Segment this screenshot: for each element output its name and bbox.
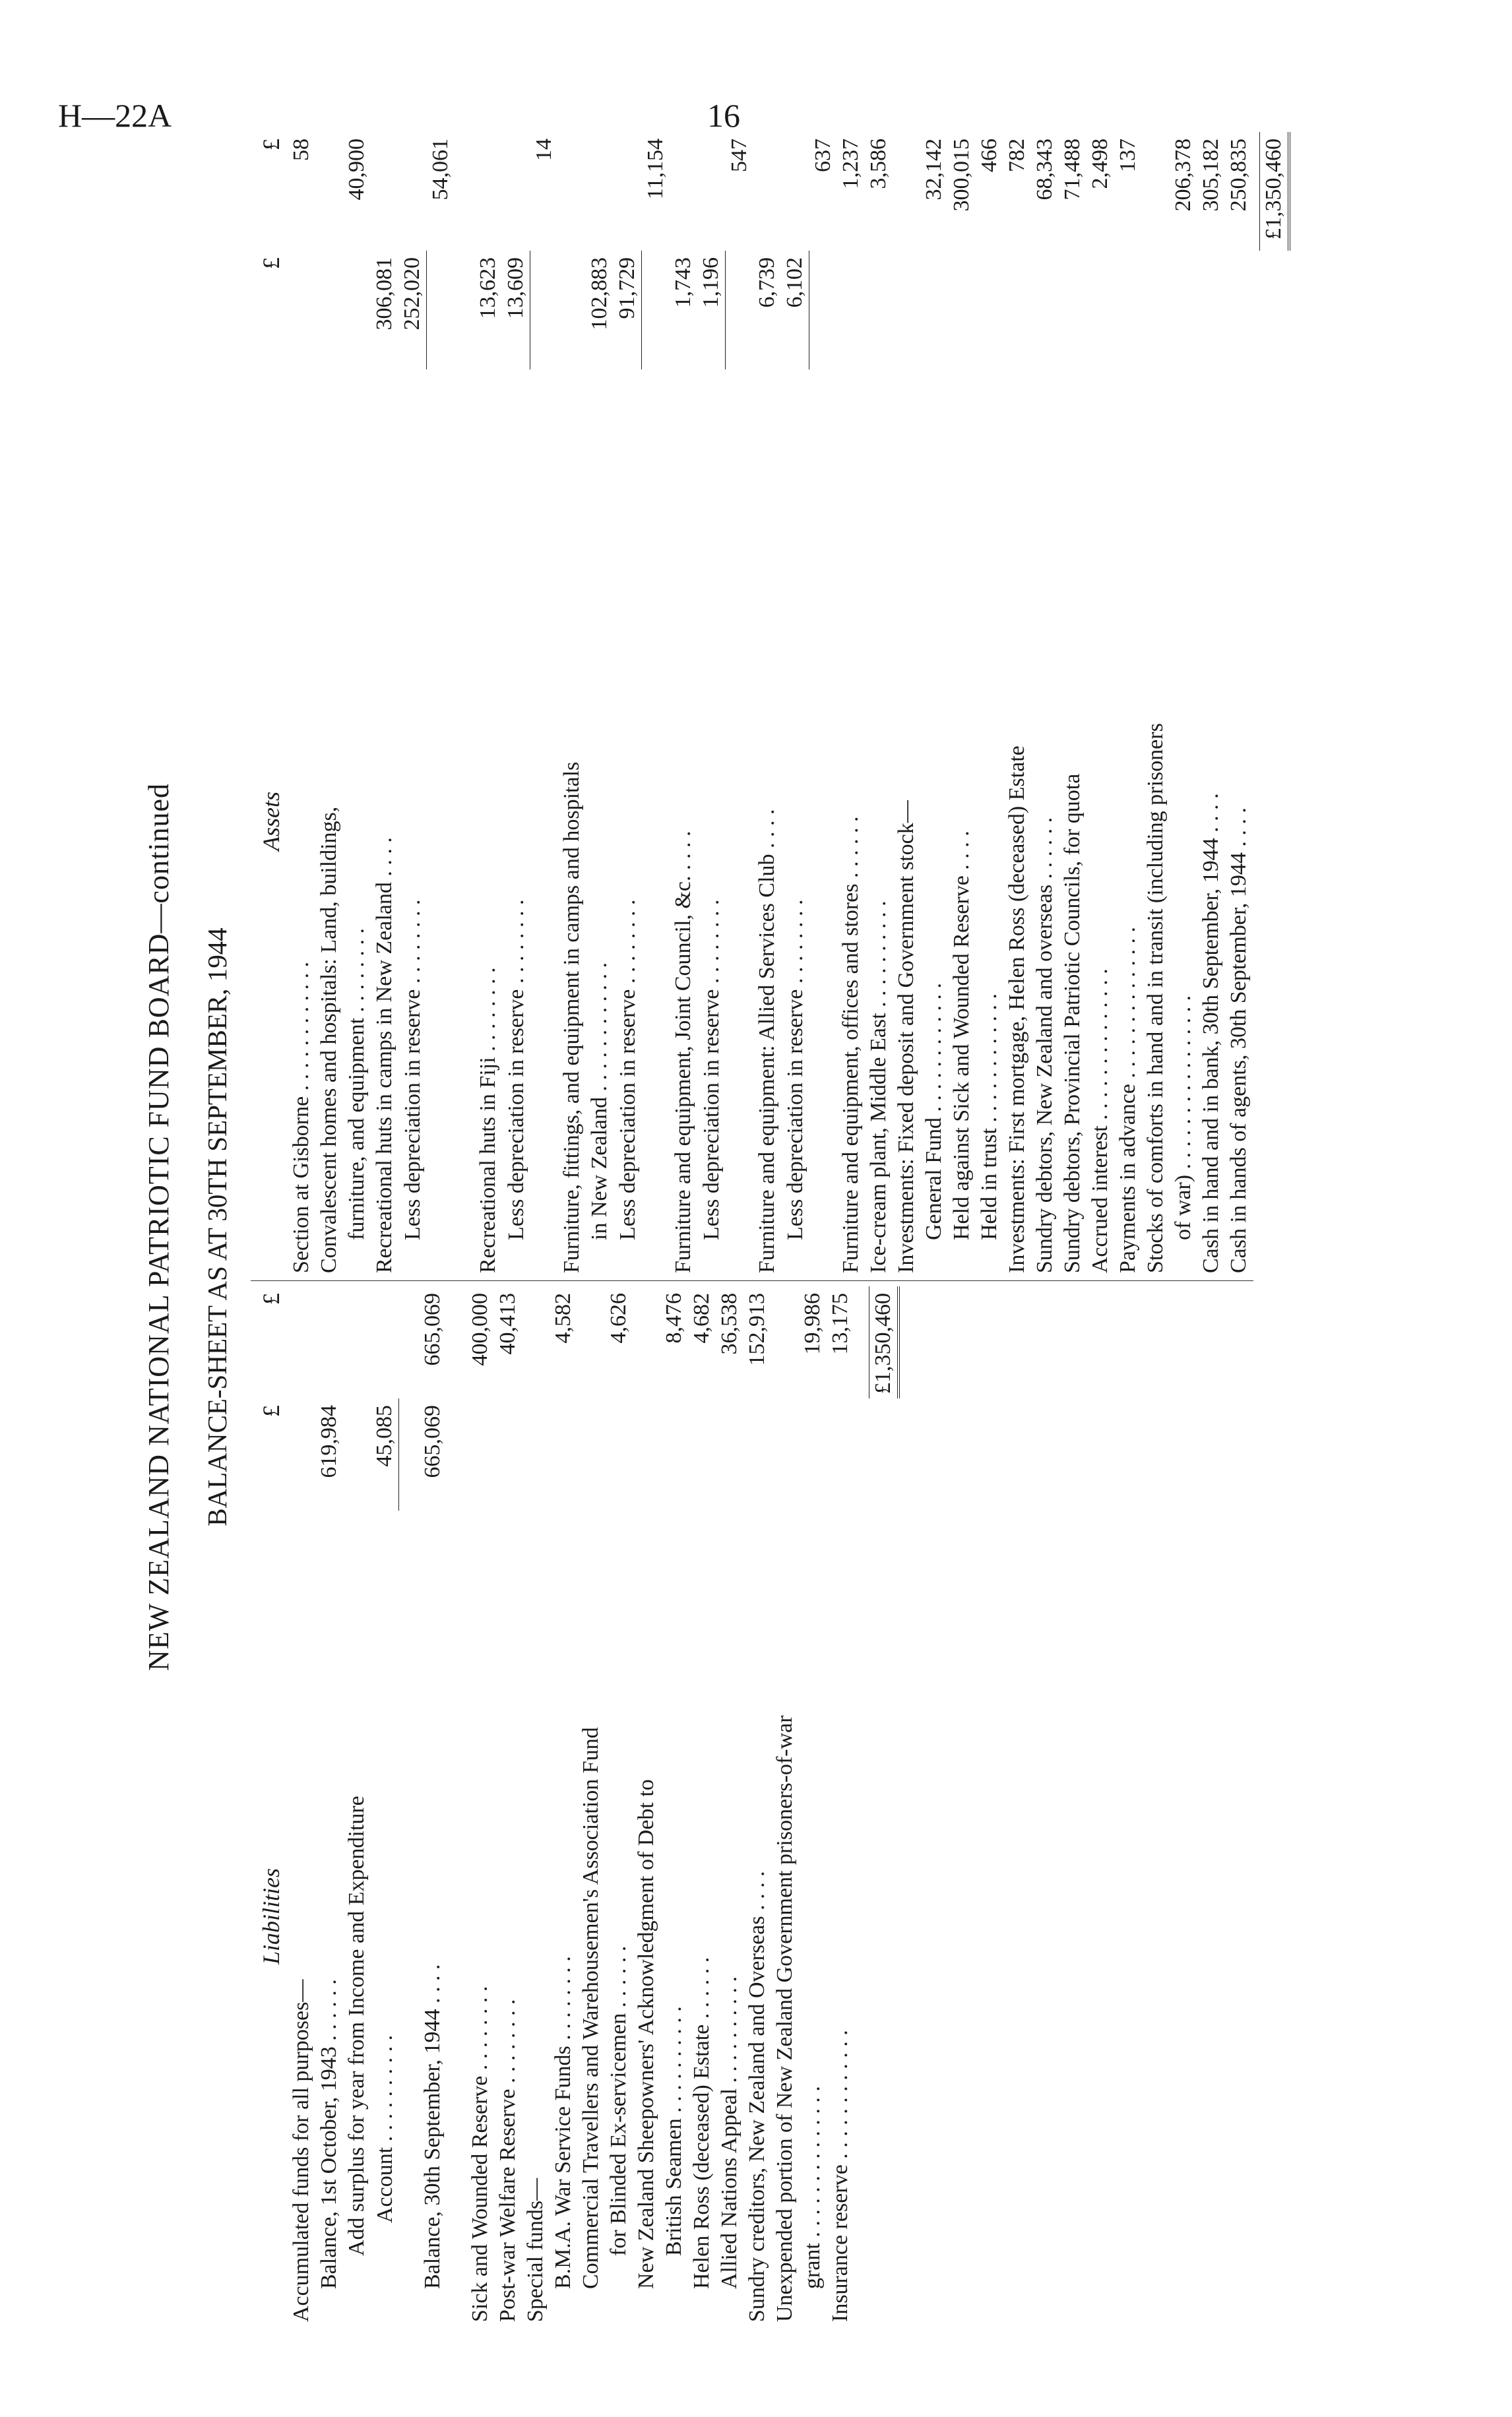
row-label: Allied Nations Appeal . . . . . . . . . . [717,1976,741,2289]
row-amount-outer: 13,175 [828,1293,852,1355]
row-amount-outer: 40,413 [495,1293,520,1355]
row-label: Add surplus for year from Income and Expenditure [344,1796,369,2256]
asset-row [586,132,614,1273]
row-label: Unexpended portion of New Zealand Government prisoners-of-war [772,1715,797,2322]
assets-rows [288,132,1253,1273]
row-amount-outer: 3,586 [866,139,891,189]
row-label: Payments in advance . . . . . . . . . . . . . . [1116,926,1140,1273]
asset-row [427,132,455,1273]
asset-row [474,132,502,1273]
liability-row [771,1286,799,2322]
liability-row [494,1286,522,2322]
row-amount-outer: 152,913 [745,1293,769,1366]
row-label: General Fund . . . . . . . . . . . . [922,982,946,1240]
row-label: Investments: Fixed deposit and Government stock— [894,800,918,1273]
pound-heading: £ [258,257,284,269]
assets-heading: Assets [258,792,284,851]
pound-heading: £ [258,1405,284,1417]
asset-row [502,132,530,1273]
row-amount-outer: 206,378 [1171,139,1195,212]
row-label: Furniture and equipment, Joint Council, &c. . . . . [671,831,695,1273]
liability-row [419,1286,447,2322]
asset-row [809,132,837,1273]
row-label: Less depreciation in reserve . . . . . . . . [615,899,640,1240]
asset-row [697,132,726,1273]
row-label: Cash in hand and in bank, 30th September, 1944 . . . . [1199,793,1223,1273]
row-amount-outer: 71,488 [1060,139,1085,201]
liability-row [577,1286,605,2322]
liabilities-total: £1,350,460 [869,1286,900,1398]
liabilities-rows [288,1286,854,2322]
row-label: Less depreciation in reserve . . . . . . . . [783,899,807,1240]
row-label: Investments: First mortgage, Helen Ross (deceased) Estate [1005,745,1029,1273]
asset-row [1087,132,1114,1273]
row-label: of war) . . . . . . . . . . . . . . . . [1171,995,1195,1240]
row-spacer [399,1286,419,2322]
asset-row [398,132,427,1273]
row-amount-inner: 619,984 [317,1405,341,1478]
row-label: Recreational huts in camps in New Zealand . . . . [372,837,396,1273]
liabilities-heading: Liabilities [258,1868,284,1965]
row-label: New Zealand Sheepowners' Acknowledgment of Debt to [634,1779,658,2289]
row-amount-outer: 4,582 [551,1293,575,1344]
asset-row [753,132,781,1273]
row-amount-outer: 54,061 [428,139,453,201]
row-amount-outer: 8,476 [662,1293,686,1344]
asset-row [1114,132,1142,1273]
asset-row [642,132,670,1273]
liability-row [550,1286,577,2322]
row-amount-outer: 547 [727,139,751,172]
row-amount-outer: 637 [811,139,835,172]
row-amount-outer: 300,015 [949,139,974,212]
balance-sheet-heading: BALANCE-SHEET AS AT 30TH SEPTEMBER, 1944 [202,927,232,1526]
asset-row [781,132,809,1273]
liability-row [371,1286,399,2322]
asset-row [614,132,642,1273]
liabilities-column-header [257,1286,288,2322]
row-amount-outer: 19,986 [800,1293,825,1355]
liability-row [466,1286,494,2322]
asset-row [1225,132,1253,1273]
row-label: Convalescent homes and hospitals: Land, buildings, [317,806,341,1273]
document-title: NEW ZEALAND NATIONAL PATRIOTIC FUND BOARD—continued [142,782,175,1672]
liability-row [522,1286,550,2322]
row-amount-inner: 6,102 [781,251,809,369]
liability-row [799,1286,827,2322]
row-amount-outer: 4,626 [606,1293,631,1344]
row-amount-outer: 250,835 [1226,139,1251,212]
asset-row [726,132,753,1273]
row-label: Accumulated funds for all purposes— [289,1979,313,2322]
asset-row [1142,132,1170,1273]
liabilities-total-row [869,1286,900,2322]
row-label: Stocks of comforts in hand and in transit (including prisoners [1143,723,1168,1273]
row-label: Less depreciation in reserve . . . . . . . . [400,899,425,1240]
rotated-balance-sheet [119,132,1346,2322]
assets-column-header [257,132,288,1273]
row-label: Furniture, fittings, and equipment in camps and hospitals [559,761,584,1273]
row-label: Section at Gisborne . . . . . . . . . . . . [289,961,313,1273]
row-label: Sundry creditors, New Zealand and Overseas . . . . [745,1871,769,2322]
asset-row [558,132,586,1273]
asset-row [1197,132,1225,1273]
row-amount-outer: 2,498 [1088,139,1112,189]
row-label: furniture, and equipment . . . . . . . . [344,927,369,1240]
row-label: Account . . . . . . . . . . [373,2034,397,2223]
asset-row [920,132,948,1273]
asset-row [343,132,371,1273]
asset-row [371,132,398,1273]
row-amount-outer: 11,154 [643,139,668,200]
asset-row [315,132,343,1273]
row-label: Less depreciation in reserve . . . . . . . . [504,899,528,1240]
row-label: B.M.A. War Service Funds . . . . . . . . [551,1956,575,2289]
row-amount-outer: 400,000 [468,1293,492,1366]
row-amount-outer: 782 [1005,139,1029,172]
page-number: 16 [707,97,740,134]
row-amount-inner: 13,623 [476,257,500,319]
column-divider [251,1280,1253,1281]
pound-heading: £ [258,1293,284,1305]
row-amount-inner: 1,743 [671,257,695,308]
asset-row [1059,132,1087,1273]
document-reference: H—22A [58,97,172,134]
row-label: Less depreciation in reserve . . . . . . . . [699,899,724,1240]
row-spacer [455,132,474,1273]
row-label: Sick and Wounded Reserve . . . . . . . . [468,1986,492,2322]
row-amount-outer: 68,343 [1032,139,1057,201]
row-label: for Blinded Ex-servicemen . . . . . . [606,1945,631,2256]
liability-row [827,1286,854,2322]
row-amount-outer: 305,182 [1199,139,1223,212]
row-label: Furniture and equipment: Allied Services Club . . . . [755,809,779,1273]
row-amount-outer: 36,538 [717,1293,741,1355]
row-amount-inner: 1,196 [697,251,726,369]
asset-row [976,132,1003,1273]
row-amount-inner: 252,020 [398,251,427,369]
row-amount-outer: 40,900 [344,139,369,201]
row-amount-inner: 13,609 [502,251,530,369]
row-label: Cash in hands of agents, 30th September, 1944 . . . . [1226,807,1251,1273]
row-label: Held against Sick and Wounded Reserve . . . . [949,831,974,1240]
row-label: Special funds— [523,2178,548,2322]
row-amount-inner: 91,729 [614,251,642,369]
row-label: Post-war Welfare Reserve . . . . . . . . [495,1999,520,2322]
row-amount-outer: 14 [532,139,556,161]
assets-total-row [1259,132,1290,1273]
row-label: Ice-cream plant, Middle East . . . . . . . . . . [866,900,891,1273]
row-amount-inner: 6,739 [755,257,779,308]
assets-total: £1,350,460 [1259,132,1290,251]
row-amount-inner: 306,081 [372,257,396,330]
assets-column [257,132,1290,1273]
row-amount-outer: 466 [977,139,1001,172]
liability-row [716,1286,743,2322]
asset-row [865,132,893,1273]
row-label: grant . . . . . . . . . . . . . . [800,2086,825,2289]
row-amount-outer: 665,069 [420,1293,445,1366]
asset-row [288,132,315,1273]
liability-row [660,1286,688,2322]
row-amount-outer: 137 [1116,139,1140,172]
row-label: Helen Ross (deceased) Estate . . . . . . [689,1957,714,2289]
row-amount-outer: 58 [289,139,313,161]
row-label: Insurance reserve . . . . . . . . . . . . [828,2030,852,2322]
row-label: Accrued interest . . . . . . . . . . . . . . [1088,968,1112,1273]
row-amount-inner: 45,085 [371,1398,399,1511]
row-label: Balance, 1st October, 1943 . . . . . . [317,1979,341,2289]
row-label: Balance, 30th September, 1944 . . . . [420,1964,445,2289]
asset-row [670,132,697,1273]
row-amount-outer: 4,682 [689,1293,714,1344]
row-label: British Seamen . . . . . . . . . . [662,2006,686,2256]
liability-row [605,1286,633,2322]
row-label: Furniture and equipment, offices and stores . . . . . . [838,816,863,1273]
row-spacer [447,1286,466,2322]
liability-row [633,1286,660,2322]
liability-row [343,1286,371,2322]
asset-row [530,132,558,1273]
asset-row [893,132,920,1273]
asset-row [1003,132,1031,1273]
row-amount-inner: 102,883 [587,257,612,330]
liability-row [688,1286,716,2322]
asset-row [837,132,865,1273]
liabilities-column [257,1286,900,2322]
row-label: Sundry debtors, New Zealand and overseas . . . . . . [1032,817,1057,1273]
asset-row [948,132,976,1273]
row-amount-outer: 1,237 [838,139,863,189]
liability-row [743,1286,771,2322]
liability-row [288,1286,315,2322]
row-label: Sundry debtors, Provincial Patriotic Councils, for quota [1060,773,1085,1273]
liability-row [315,1286,343,2322]
asset-row [1170,132,1197,1273]
row-label: in New Zealand . . . . . . . . . . . . [587,962,612,1240]
row-label: Recreational huts in Fiji . . . . . . . . [476,967,500,1273]
pound-heading: £ [258,139,284,150]
row-label: Commercial Travellers and Warehousemen's Association Fund [579,1727,603,2289]
asset-row [1031,132,1059,1273]
row-amount-outer: 32,142 [922,139,946,201]
row-amount-inner: 665,069 [420,1405,445,1478]
row-label: Held in trust . . . . . . . . . . . . [977,993,1001,1240]
